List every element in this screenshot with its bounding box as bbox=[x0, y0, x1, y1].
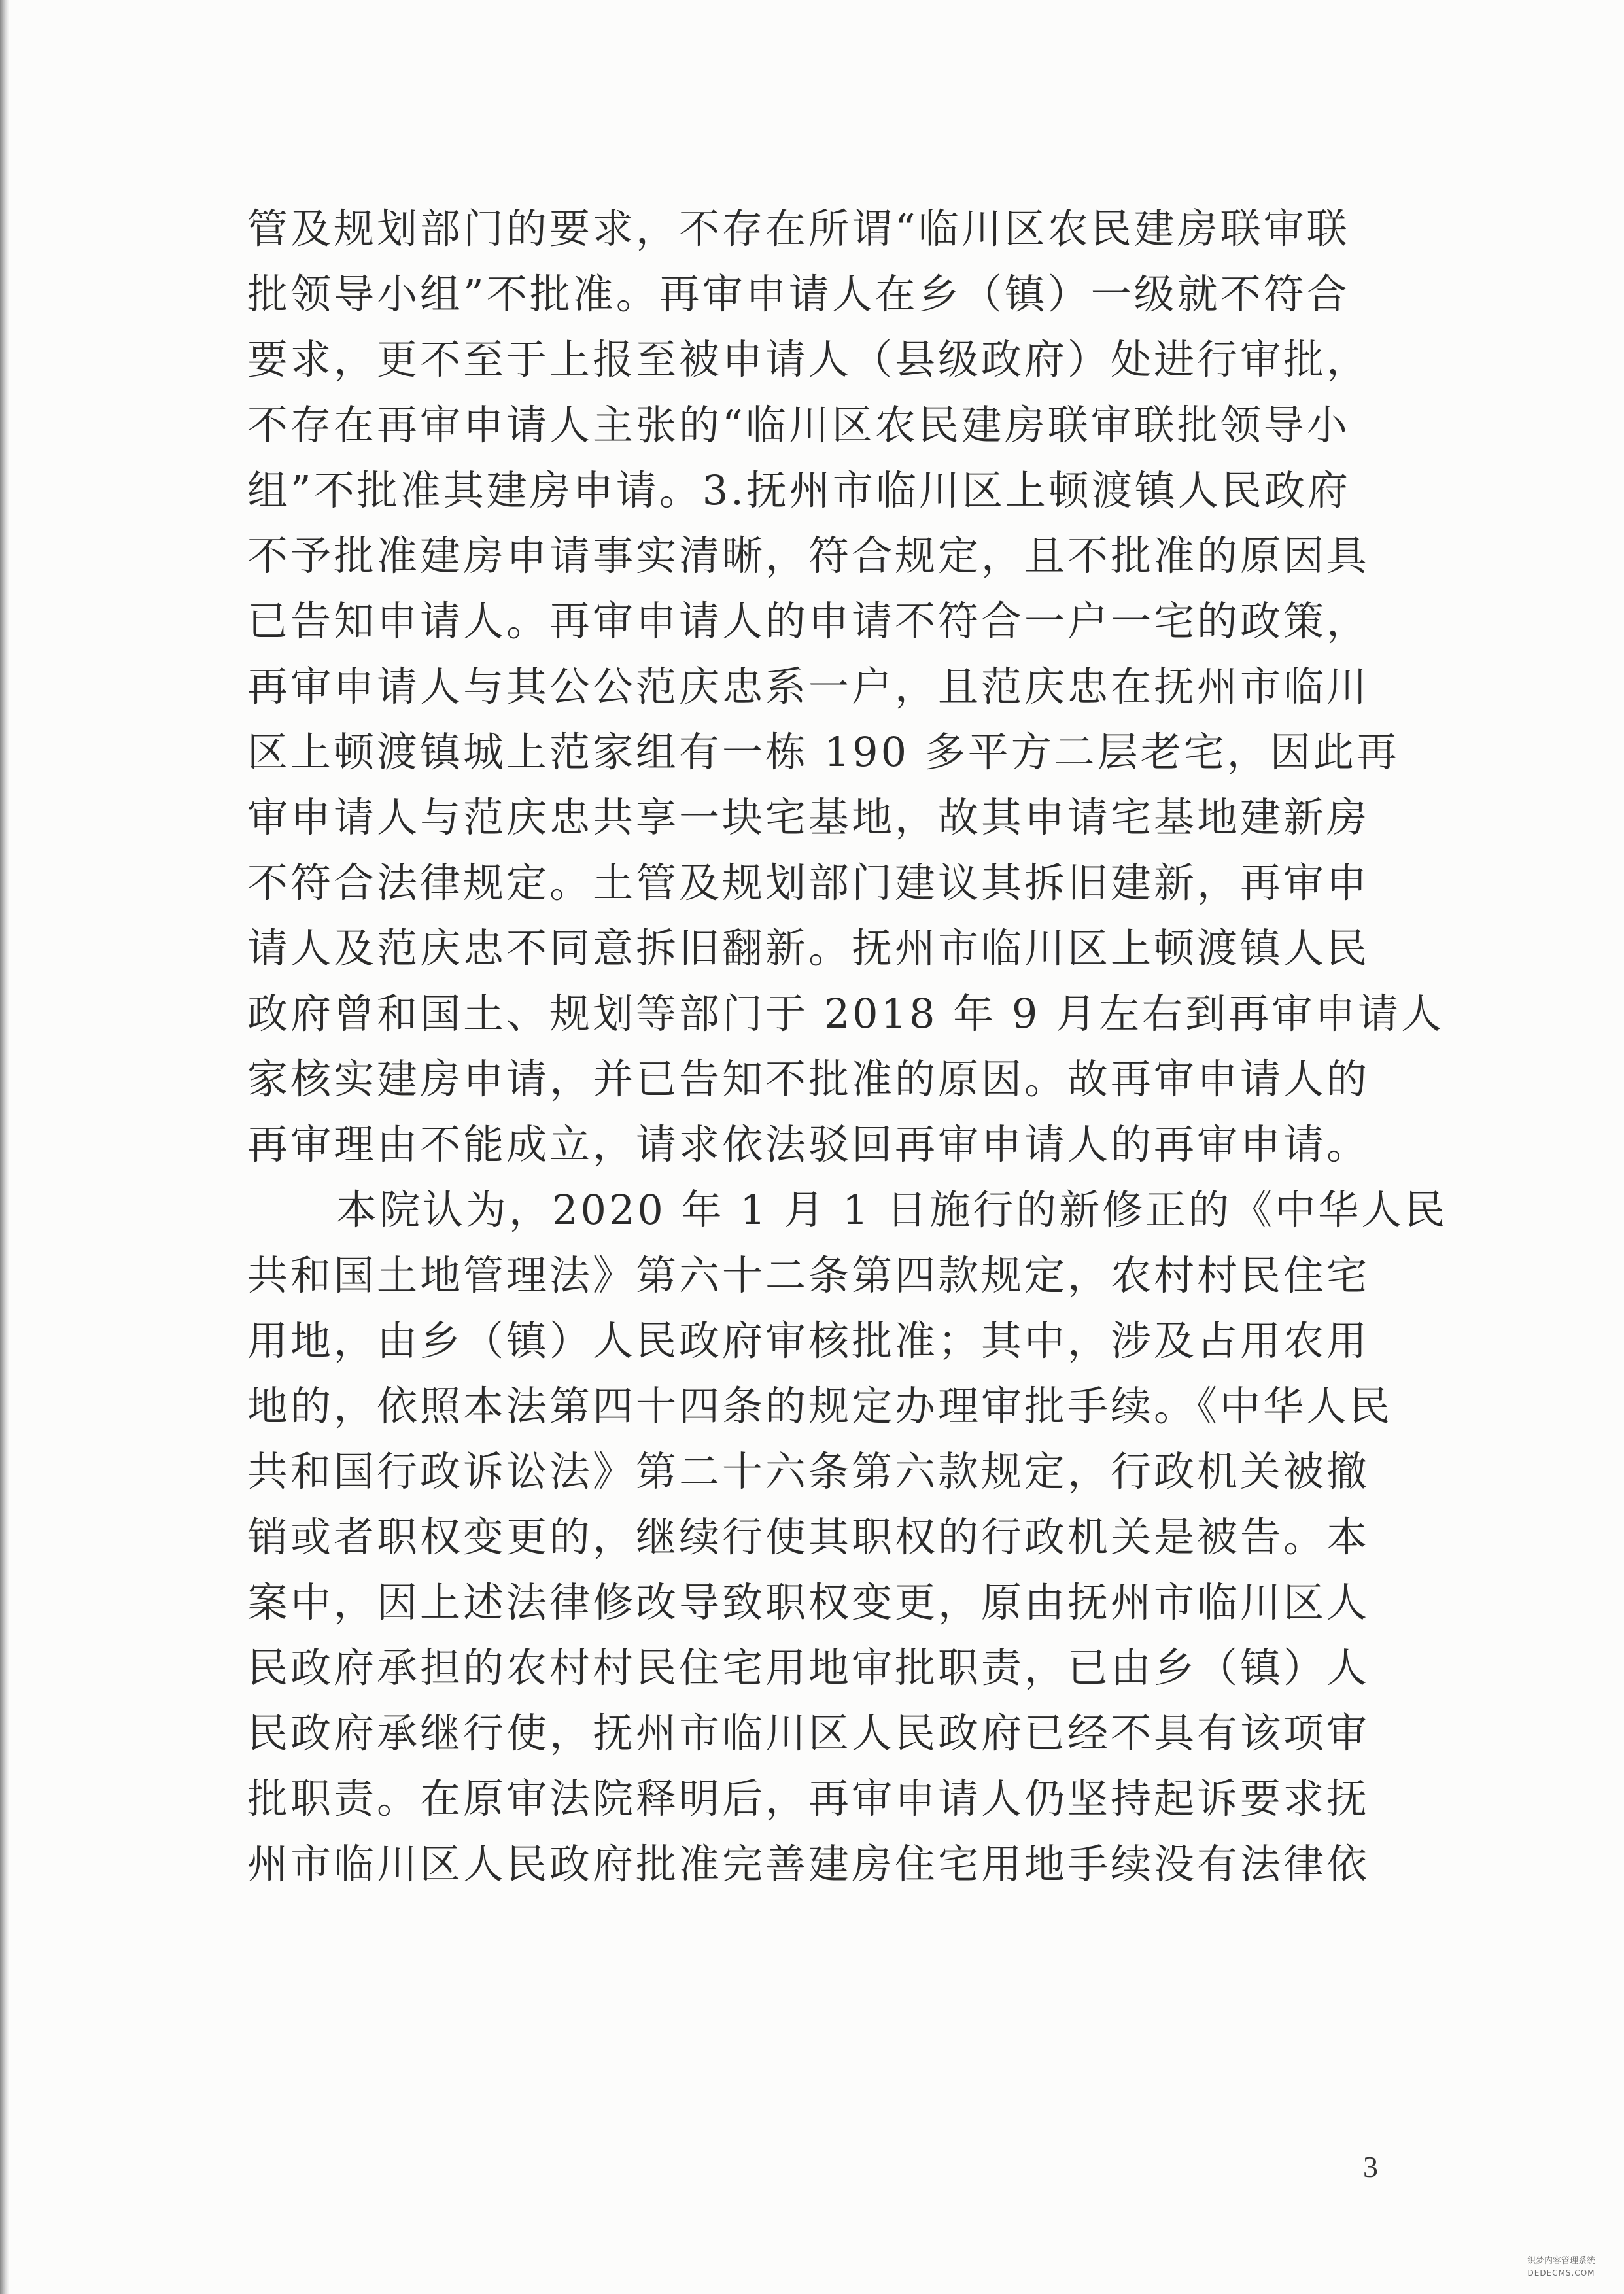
text-line: 地的，依照本法第四十四条的规定办理审批手续。《中华人民 bbox=[247, 1382, 1393, 1430]
text-line: 再审理由不能成立，请求依法驳回再审申请人的再审申请。 bbox=[247, 1121, 1370, 1168]
text-line: 案中，因上述法律修改导致职权变更，原由抚州市临川区人 bbox=[247, 1578, 1370, 1626]
text-line: 要求，更不至于上报至被申请人（县级政府）处进行审批， bbox=[247, 336, 1370, 383]
text-line: 请人及范庆忠不同意拆旧翻新。抚州市临川区上顿渡镇人民 bbox=[247, 924, 1370, 972]
text-line: 批职责。在原审法院释明后，再审申请人仍坚持起诉要求抚 bbox=[247, 1775, 1370, 1822]
text-line: 区上顿渡镇城上范家组有一栋 190 多平方二层老宅，因此再 bbox=[247, 728, 1400, 776]
text-line: 民政府承继行使，抚州市临川区人民政府已经不具有该项审 bbox=[247, 1709, 1370, 1757]
watermark-site-name: 织梦内容管理系统 bbox=[1527, 2256, 1595, 2266]
text-line: 组”不批准其建房申请。3.抚州市临川区上顿渡镇人民政府 bbox=[247, 466, 1351, 514]
text-line: 政府曾和国土、规划等部门于 2018 年 9 月左右到再审申请人 bbox=[247, 990, 1445, 1037]
text-line: 用地，由乡（镇）人民政府审核批准；其中，涉及占用农用 bbox=[247, 1317, 1370, 1364]
text-line: 本院认为，2020 年 1 月 1 日施行的新修正的《中华人民 bbox=[336, 1186, 1448, 1234]
text-line: 共和国土地管理法》第六十二条第四款规定，农村村民住宅 bbox=[247, 1251, 1370, 1299]
text-line: 不予批准建房申请事实清晰，符合规定，且不批准的原因具 bbox=[247, 532, 1370, 580]
text-line: 州市临川区人民政府批准完善建房住宅用地手续没有法律依 bbox=[247, 1840, 1370, 1888]
text-line: 共和国行政诉讼法》第二十六条第六款规定，行政机关被撤 bbox=[247, 1448, 1370, 1495]
text-line: 不存在再审申请人主张的“临川区农民建房联审联批领导小 bbox=[247, 401, 1350, 449]
text-line: 审申请人与范庆忠共享一块宅基地，故其申请宅基地建新房 bbox=[247, 793, 1370, 841]
text-line: 管及规划部门的要求，不存在所谓“临川区农民建房联审联 bbox=[247, 205, 1350, 252]
watermark-site-url: DEDECMS.COM bbox=[1527, 2268, 1595, 2278]
text-line: 家核实建房申请，并已告知不批准的原因。故再审申请人的 bbox=[247, 1055, 1370, 1103]
text-line: 销或者职权变更的，继续行使其职权的行政机关是被告。本 bbox=[247, 1513, 1370, 1561]
text-line: 已告知申请人。再审申请人的申请不符合一户一宅的政策， bbox=[247, 597, 1370, 645]
text-line: 批领导小组”不批准。再审申请人在乡（镇）一级就不符合 bbox=[247, 270, 1350, 318]
scan-edge-shadow bbox=[0, 0, 9, 2294]
document-body bbox=[247, 196, 1448, 1897]
text-line: 民政府承担的农村村民住宅用地审批职责，已由乡（镇）人 bbox=[247, 1644, 1370, 1692]
site-watermark bbox=[1512, 2255, 1610, 2282]
text-line: 不符合法律规定。土管及规划部门建议其拆旧建新，再审申 bbox=[247, 859, 1370, 907]
page-number: 3 bbox=[1363, 2150, 1378, 2183]
text-line: 再审申请人与其公公范庆忠系一户，且范庆忠在抚州市临川 bbox=[247, 663, 1370, 710]
